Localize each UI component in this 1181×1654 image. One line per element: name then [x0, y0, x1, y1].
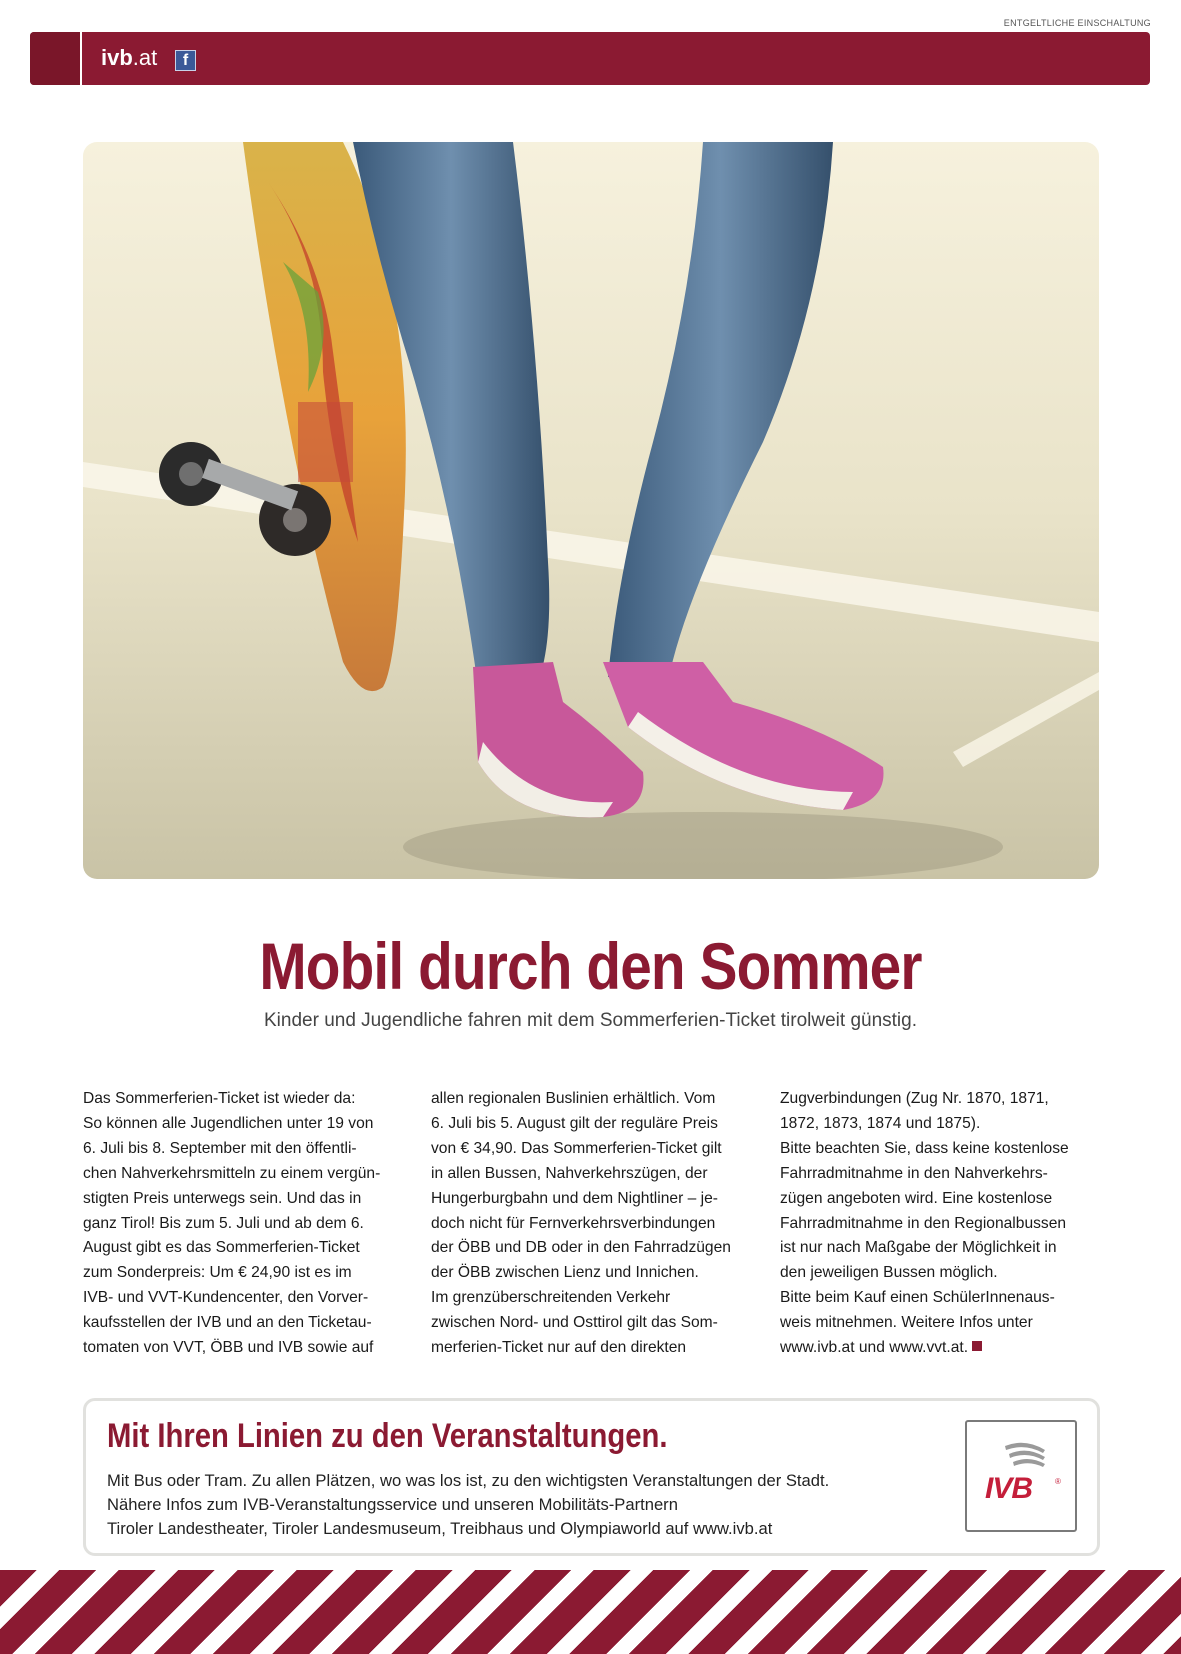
- text-line: 1872, 1873, 1874 und 1875).: [780, 1114, 981, 1132]
- promo-headline: Mit Ihren Linien zu den Veranstaltungen.: [107, 1417, 668, 1455]
- site-link[interactable]: [101, 45, 157, 71]
- article-column-2: [431, 1087, 761, 1361]
- text-line: merferien-Ticket nur auf den direkten: [431, 1339, 687, 1357]
- ivb-logo: [965, 1420, 1077, 1532]
- text-line: 6. Juli bis 5. August gilt der reguläre Preis: [431, 1114, 718, 1132]
- article-subtitle: Kinder und Jugendliche fahren mit dem Sommerferien-Ticket tirolweit günstig.: [264, 1010, 917, 1031]
- article-column-1: [83, 1087, 413, 1361]
- promo-line: Nähere Infos zum IVB-Veranstaltungsservice und unseren Mobilitäts-Partnern: [107, 1495, 678, 1514]
- text-line: zum Sonderpreis: Um € 24,90 ist es im: [83, 1264, 352, 1282]
- text-line: von € 34,90. Das Sommerferien-Ticket gilt: [431, 1139, 722, 1157]
- text-line: kaufsstellen der IVB und an den Ticketau-: [83, 1314, 372, 1332]
- text-line: IVB- und VVT-Kundencenter, den Vorver-: [83, 1289, 369, 1307]
- text-line: der ÖBB zwischen Lienz und Innichen.: [431, 1264, 699, 1282]
- text-line-last: [780, 1336, 1110, 1361]
- end-mark-icon: [972, 1341, 982, 1351]
- text-line: 6. Juli bis 8. September mit den öffentli-: [83, 1139, 357, 1157]
- text-line: zügen angeboten wird. Eine kostenlose: [780, 1189, 1053, 1207]
- text-line: www.ivb.at und www.vvt.at.: [780, 1339, 969, 1357]
- site-name-tld: .at: [132, 45, 158, 70]
- text-line: Hungerburgbahn und dem Nightliner – je-: [431, 1189, 718, 1207]
- text-line: Bitte beachten Sie, dass keine kostenlose: [780, 1139, 1069, 1157]
- text-line: tomaten von VVT, ÖBB und IVB sowie auf: [83, 1339, 374, 1357]
- promo-line: Mit Bus oder Tram. Zu allen Plätzen, wo was los ist, zu den wichtigsten Veranstaltungen der Stadt.: [107, 1471, 830, 1490]
- text-line: allen regionalen Buslinien erhältlich. Vom: [431, 1090, 716, 1107]
- article-column-3: [780, 1087, 1110, 1361]
- text-line: So können alle Jugendlichen unter 19 von: [83, 1114, 374, 1132]
- facebook-icon[interactable]: f: [175, 50, 196, 71]
- text-line: der ÖBB und DB oder in den Fahrradzügen: [431, 1239, 731, 1257]
- promo-box: [83, 1398, 1100, 1556]
- promo-line: Tiroler Landestheater, Tiroler Landesmuseum, Treibhaus und Olympiaworld auf www.ivb.at: [107, 1519, 773, 1538]
- text-line: Fahrradmitnahme in den Regionalbussen: [780, 1214, 1067, 1232]
- ad-disclosure-label: ENTGELTLICHE EINSCHALTUNG: [1003, 18, 1151, 28]
- text-line: Im grenzüberschreitenden Verkehr: [431, 1289, 671, 1307]
- article-title: Mobil durch den Sommer: [259, 929, 922, 1003]
- text-line: ist nur nach Maßgabe der Möglichkeit in: [780, 1239, 1057, 1257]
- logo-text: IVB: [985, 1472, 1033, 1505]
- text-line: stigten Preis unterwegs sein. Und das in: [83, 1189, 362, 1207]
- text-line: doch nicht für Fernverkehrsverbindungen: [431, 1214, 716, 1232]
- text-line: weis mitnehmen. Weitere Infos unter: [780, 1314, 1033, 1332]
- text-line: Das Sommerferien-Ticket ist wieder da:: [83, 1090, 356, 1107]
- text-line: August gibt es das Sommerferien-Ticket: [83, 1239, 360, 1257]
- text-line: chen Nahverkehrsmitteln zu einem vergün-: [83, 1164, 381, 1182]
- text-line: in allen Bussen, Nahverkehrszügen, der: [431, 1164, 708, 1182]
- logo-swoosh-icon: [1003, 1440, 1047, 1470]
- hero-photo-illustration: [83, 142, 1099, 879]
- header-bar-tab: [30, 32, 82, 85]
- text-line: Bitte beim Kauf einen SchülerInnenaus-: [780, 1289, 1055, 1307]
- logo-trademark: ®: [1055, 1477, 1061, 1486]
- text-line: ganz Tirol! Bis zum 5. Juli und ab dem 6.: [83, 1214, 364, 1232]
- header-bar: [30, 32, 1150, 85]
- text-line: Zugverbindungen (Zug Nr. 1870, 1871,: [780, 1090, 1049, 1107]
- text-line: Fahrradmitnahme in den Nahverkehrs-: [780, 1164, 1048, 1182]
- stripe-band: [0, 1570, 1181, 1654]
- text-line: zwischen Nord- und Osttirol gilt das Som-: [431, 1314, 718, 1332]
- text-line: den jeweiligen Bussen möglich.: [780, 1264, 998, 1282]
- site-name-bold: ivb: [101, 45, 133, 70]
- hero-photo: [83, 142, 1099, 879]
